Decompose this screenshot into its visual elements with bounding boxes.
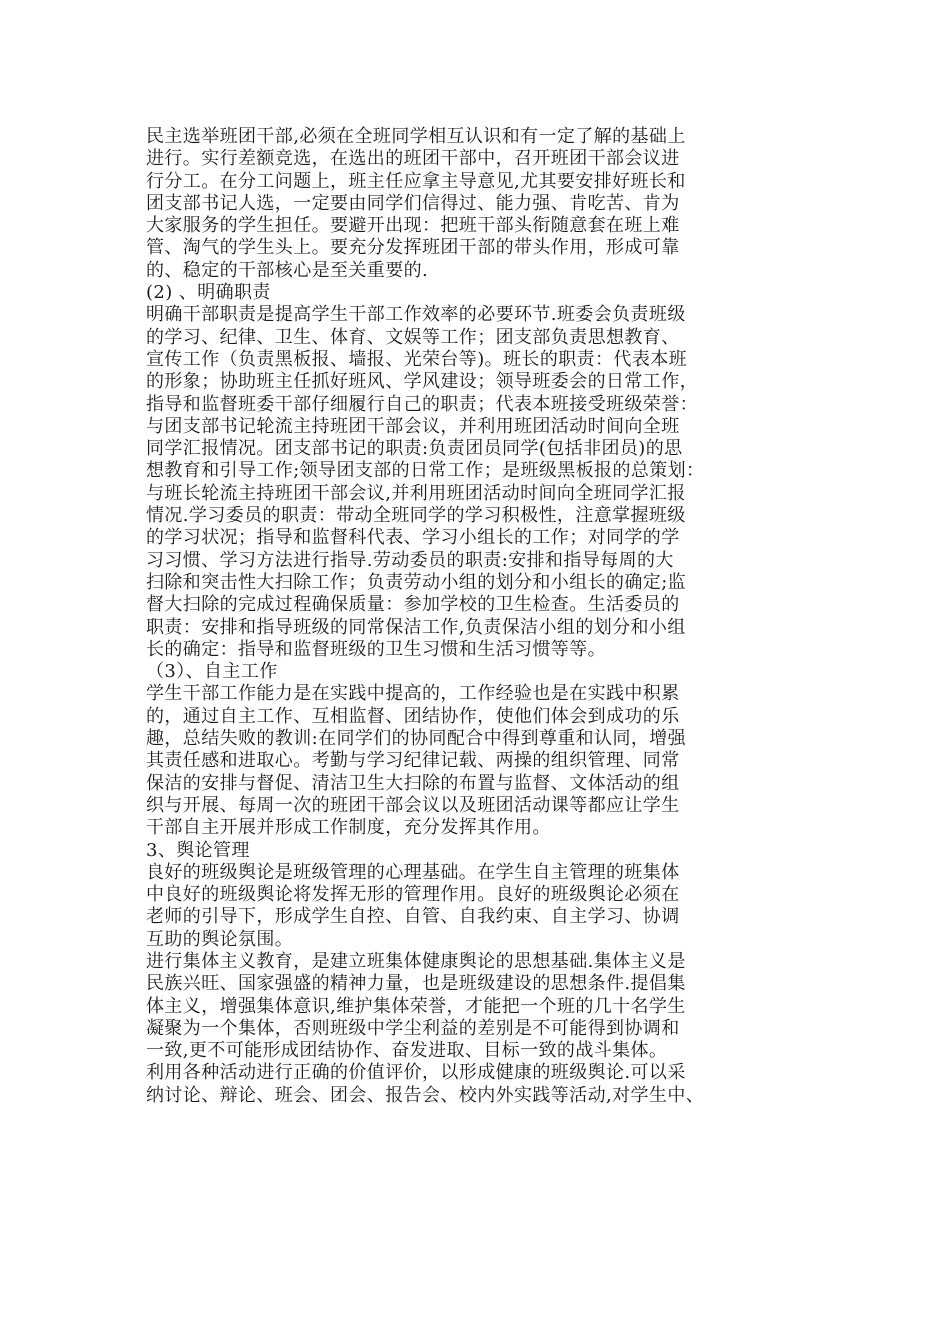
text-line: 干部自主开展并形成工作制度，充分发挥其作用。 <box>146 817 551 839</box>
text-line: 的，通过自主工作、互相监督、团结协作，使他们体会到成功的乐 <box>146 705 680 727</box>
text-line: 织与开展、每周一次的班团干部会议以及班团活动课等都应让学生 <box>146 794 680 816</box>
text-line: 指导和监督班委干部仔细履行自己的职责；代表本班接受班级荣誉： <box>146 393 698 415</box>
text-line: 利用各种活动进行正确的价值评价，以形成健康的班级舆论.可以采 <box>146 1062 686 1084</box>
text-line: 民主选举班团干部,必须在全班同学相互认识和有一定了解的基础上 <box>146 126 686 147</box>
text-line: 中良好的班级舆论将发挥无形的管理作用。良好的班级舆论必须在 <box>146 884 680 906</box>
text-line: 纳讨论、辩论、班会、团会、报告会、校内外实践等活动,对学生中、 <box>146 1084 705 1106</box>
text-line: 的、稳定的干部核心是至关重要的. <box>146 259 429 281</box>
text-line: 的学习、纪律、卫生、体育、文娱等工作；团支部负责思想教育、 <box>146 326 680 348</box>
text-line: 的形象；协助班主任抓好班风、学风建设；领导班委会的日常工作， <box>146 371 698 393</box>
text-line: 长的确定：指导和监督班级的卫生习惯和生活习惯等等。 <box>146 638 606 660</box>
text-line: 督大扫除的完成过程确保质量：参加学校的卫生检查。生活委员的 <box>146 594 680 616</box>
text-line: （3）、自主工作 <box>146 661 278 683</box>
text-line: 互助的舆论氛围。 <box>146 928 294 950</box>
text-line: 进行集体主义教育，是建立班集体健康舆论的思想基础.集体主义是 <box>146 950 686 972</box>
text-line: 习习惯、学习方法进行指导.劳动委员的职责:安排和指导每周的大 <box>146 549 674 571</box>
text-line: 与班长轮流主持班团干部会议,并利用班团活动时间向全班同学汇报 <box>146 482 686 504</box>
text-line: 团支部书记人选，一定要由同学们信得过、能力强、肯吃苦、肯为 <box>146 192 680 214</box>
document-body <box>146 126 836 1107</box>
text-line: 其责任感和进取心。考勤与学习纪律记载、两操的组织管理、同常 <box>146 750 680 772</box>
text-line: 扫除和突击性大扫除工作；负责劳动小组的划分和小组长的确定;监 <box>146 571 687 593</box>
text-line: 明确干部职责是提高学生干部工作效率的必要环节.班委会负责班级 <box>146 304 686 326</box>
text-line: 与团支部书记轮流主持班团干部会议，并利用班团活动时间向全班 <box>146 415 680 437</box>
text-line: 良好的班级舆论是班级管理的心理基础。在学生自主管理的班集体 <box>146 861 680 883</box>
text-line: 趣，总结失败的教训:在同学们的协同配合中得到尊重和认同，增强 <box>146 728 687 750</box>
text-line: (2) 、明确职责 <box>146 282 271 304</box>
text-line: 情况.学习委员的职责：带动全班同学的学习积极性，注意掌握班级 <box>146 505 686 527</box>
text-line: 行分工。在分工问题上，班主任应拿主导意见,尤其要安排好班长和 <box>146 170 686 192</box>
text-line: 宣传工作（负责黑板报、墙报、光荣台等)。班长的职责：代表本班 <box>146 348 688 370</box>
text-line: 体主义，增强集体意识,维护集体荣誉，才能把一个班的几十名学生 <box>146 995 686 1017</box>
text-line: 凝聚为一个集体，否则班级中学尘利益的差别是不可能得到协调和 <box>146 1017 680 1039</box>
text-line: 管、淘气的学生头上。要充分发挥班团干部的带头作用，形成可靠 <box>146 237 680 259</box>
text-line: 同学汇报情况。团支部书记的职责:负责团员同学(包括非团员)的思 <box>146 438 683 460</box>
text-line: 保洁的安排与督促、清洁卫生大扫除的布置与监督、文体活动的组 <box>146 772 680 794</box>
text-line: 职责：安排和指导班级的同常保洁工作,负责保洁小组的划分和小组 <box>146 616 686 638</box>
text-line: 3、舆论管理 <box>146 839 250 861</box>
text-line: 学生干部工作能力是在实践中提高的，工作经验也是在实践中积累 <box>146 683 680 705</box>
text-line: 老师的引导下，形成学生自控、自管、自我约束、自主学习、协调 <box>146 906 680 928</box>
text-line: 一致,更不可能形成团结协作、奋发进取、目标一致的战斗集体。 <box>146 1040 668 1062</box>
text-line: 民族兴旺、国家强盛的精神力量，也是班级建设的思想条件.提倡集 <box>146 973 686 995</box>
text-line: 想教育和引导工作;领导团支部的日常工作；是班级黑板报的总策划： <box>146 460 705 482</box>
text-line: 进行。实行差额竞选，在选出的班团干部中，召开班团干部会议进 <box>146 148 680 170</box>
text-line: 的学习状况；指导和监督科代表、学习小组长的工作；对同学的学 <box>146 527 680 549</box>
text-line: 大家服务的学生担任。要避开出现：把班干部头衔随意套在班上难 <box>146 215 680 237</box>
